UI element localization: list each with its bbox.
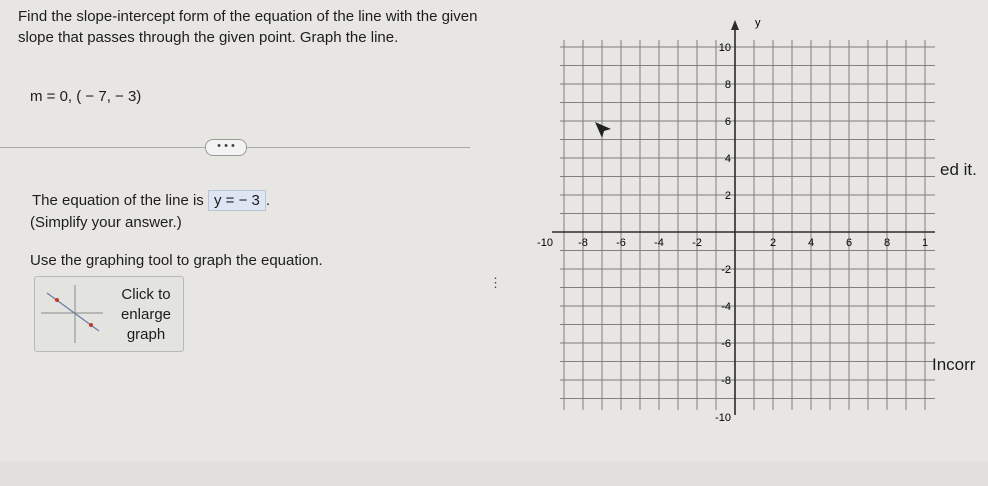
side-feedback-text: ed it. (940, 160, 977, 179)
y-tick-label: 4 (724, 153, 731, 165)
y-axis-label: y (755, 17, 761, 29)
enlarge-label: Click to enlarge graph (120, 286, 172, 343)
y-tick-label: -2 (721, 264, 731, 276)
graph-axes (552, 20, 935, 415)
graph-instruction: Use the graphing tool to graph the equation. (30, 252, 323, 269)
answer-input[interactable]: y = − 3 (208, 190, 266, 211)
x-tick-label: 6 (845, 237, 853, 249)
more-options-button[interactable]: • • • (205, 139, 247, 156)
graph-grid (560, 40, 935, 410)
x-tick-label: -6 (616, 237, 626, 249)
x-tick-labels (537, 237, 928, 249)
question-panel (0, 0, 480, 486)
y-tick-label: -6 (721, 338, 731, 350)
y-tick-label: 10 (718, 42, 731, 54)
x-tick-label: -8 (578, 237, 588, 249)
answer-line (32, 190, 270, 211)
given-values: m = 0, ( − 7, − 3) (30, 88, 142, 105)
side-incorrect-text: Incorr (932, 355, 976, 374)
y-tick-label: 8 (724, 79, 731, 91)
y-tick-label: -10 (715, 412, 731, 424)
y-tick-labels (715, 42, 731, 424)
y-axis-arrow-icon (731, 20, 739, 30)
question-prompt: Find the slope-intercept form of the equation of the line with the given slope that passes through the given point. Graph the line. (18, 8, 478, 46)
coordinate-graph[interactable] (537, 10, 940, 425)
y-tick-label: 6 (724, 116, 731, 128)
y-tick-label: -4 (721, 301, 731, 313)
x-tick-label: 8 (883, 237, 891, 249)
x-tick-label: 1 (921, 237, 929, 249)
y-tick-label: 2 (724, 190, 731, 202)
graph-thumbnail-icon (41, 285, 103, 343)
x-tick-label: 4 (807, 237, 815, 249)
panel-resize-handle[interactable]: ⋮ (489, 275, 502, 290)
x-tick-label: -4 (654, 237, 664, 249)
answer-prefix: The equation of the line is (32, 192, 204, 209)
x-tick-label: -10 (537, 237, 553, 249)
mouse-cursor-icon (595, 122, 611, 138)
x-tick-label: -2 (692, 237, 702, 249)
y-tick-label: -8 (721, 375, 731, 387)
x-tick-label: 2 (769, 237, 777, 249)
answer-suffix: . (265, 192, 271, 209)
bottom-strip (0, 462, 988, 486)
simplify-note: (Simplify your answer.) (30, 214, 182, 231)
enlarge-graph-button[interactable] (34, 276, 184, 352)
